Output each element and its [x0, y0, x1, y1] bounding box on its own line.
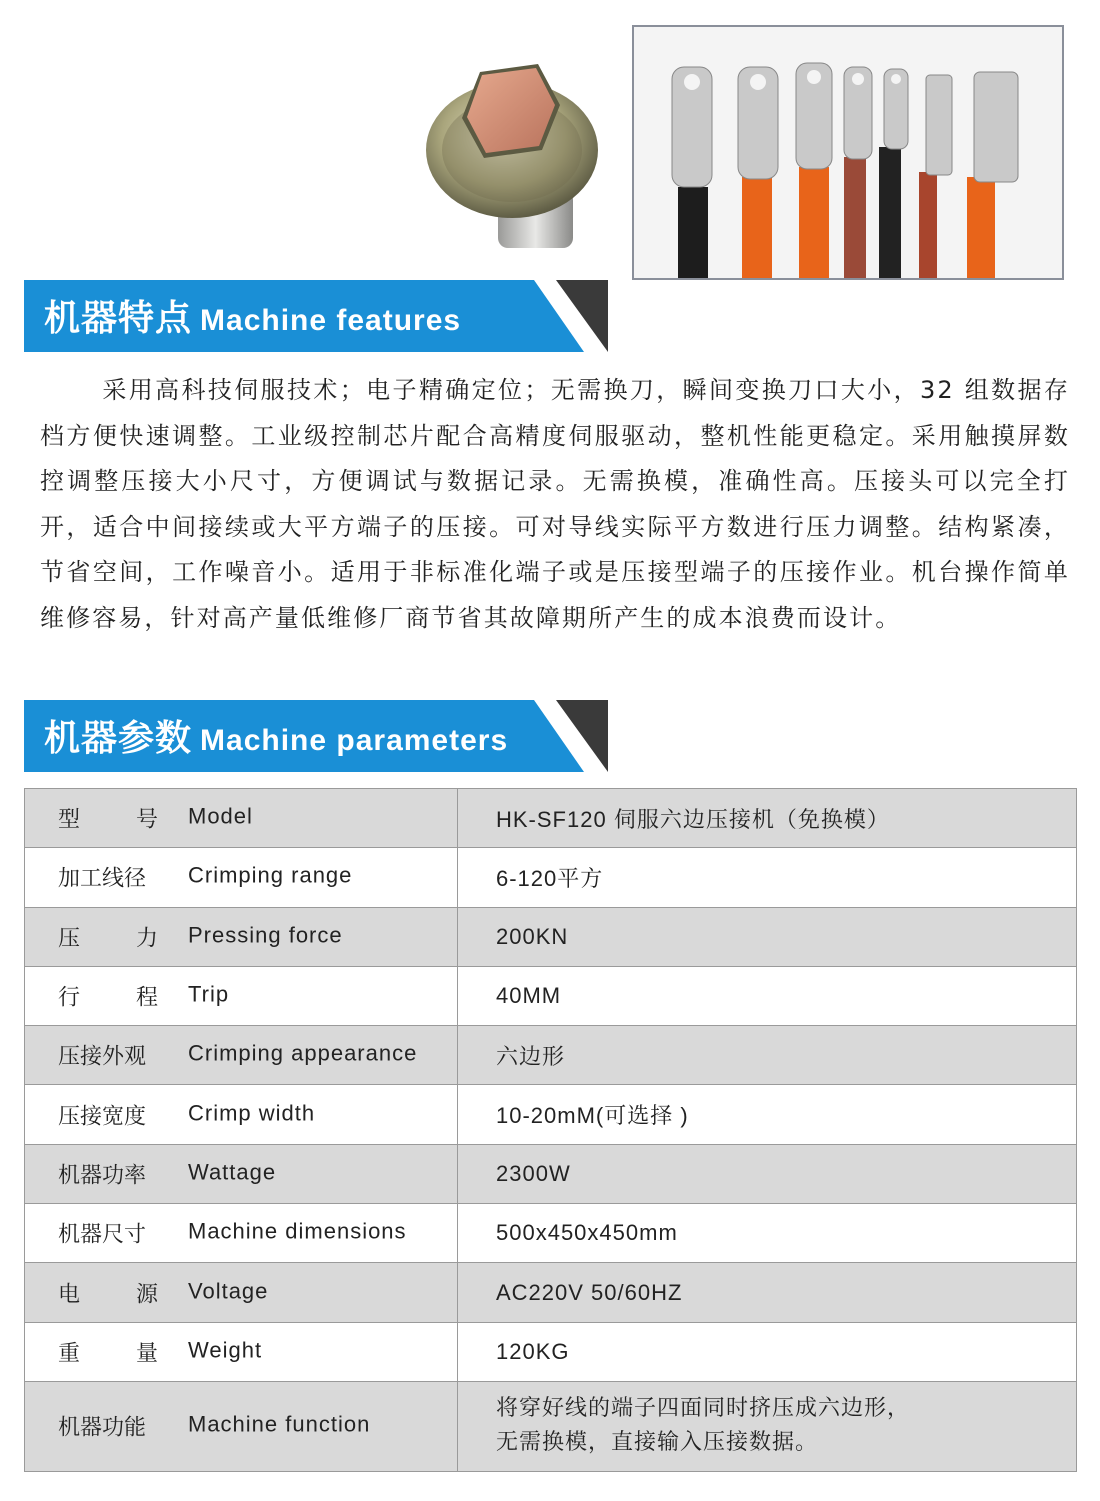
param-label-cell — [25, 1322, 458, 1381]
param-value: 120KG — [458, 1322, 1077, 1381]
param-value: HK-SF120 伺服六边压接机（免换模） — [458, 789, 1077, 848]
table-row-voltage — [25, 1263, 1077, 1322]
features-paragraph: 采用高科技伺服技术；电子精确定位；无需换刀，瞬间变换刀口大小，32 组数据存档方便快速调整。工业级控制芯片配合高精度伺服驱动，整机性能更稳定。采用触摸屏数控调整压接大小尺寸，方便调试与数据记录。无需换模，准确性高。压接头可以完全打开，适合中间接续或大平方端子的压接。可对导线实际平方数进行压力调整。结构紧凑，节省空间，工作噪音小。适用于非标准化端子或是压接型端子的压接作业。机台操作简单维修容易，针对高产量低维修厂商节省其故障期所产生的成本浪费而设计。 — [40, 376, 1070, 632]
param-cn-label: 重 量 — [58, 1341, 158, 1367]
param-en-label: Wattage — [188, 1159, 277, 1185]
table-row-pressing-force — [25, 907, 1077, 966]
param-en-label: Crimp width — [188, 1100, 316, 1126]
table-row-crimp-width — [25, 1085, 1077, 1144]
param-value: 10-20mM(可选择 ) — [458, 1085, 1077, 1144]
param-cn-label: 行 程 — [58, 985, 158, 1011]
params-title-en: Machine parameters — [200, 724, 509, 757]
table-row-weight — [25, 1322, 1077, 1381]
param-value: 6-120平方 — [458, 848, 1077, 907]
param-en-label: Machine dimensions — [188, 1218, 407, 1244]
param-cn-label: 压 力 — [58, 926, 158, 952]
params-section-header — [24, 700, 614, 774]
param-value: 40MM — [458, 966, 1077, 1025]
features-title — [44, 290, 461, 341]
param-label-cell — [25, 1144, 458, 1203]
table-row-crimping-appearance — [25, 1026, 1077, 1085]
params-title — [44, 710, 508, 761]
param-cn-label: 型 号 — [58, 807, 158, 833]
param-en-label: Model — [188, 803, 253, 829]
params-title-cn: 机器参数 — [44, 718, 193, 759]
function-line-2: 无需换模，直接输入压接数据。 — [496, 1430, 819, 1456]
features-title-cn: 机器特点 — [44, 298, 193, 339]
param-cn-label: 电 源 — [58, 1282, 158, 1308]
param-cn-label: 压接外观 — [58, 1044, 147, 1070]
param-cn-label: 机器尺寸 — [58, 1222, 147, 1248]
param-value: AC220V 50/60HZ — [458, 1263, 1077, 1322]
features-description — [40, 368, 1070, 641]
param-en-label: Pressing force — [188, 922, 343, 948]
param-cn-label: 机器功能 — [58, 1415, 147, 1441]
table-row-trip — [25, 966, 1077, 1025]
terminal-cables-photo — [632, 25, 1064, 280]
param-label-cell — [25, 907, 458, 966]
features-section-header — [24, 280, 614, 354]
crimping-die-photo — [420, 50, 605, 260]
param-label-cell — [25, 1026, 458, 1085]
param-label-cell — [25, 1381, 458, 1471]
param-value: 500x450x450mm — [458, 1204, 1077, 1263]
param-en-label: Machine function — [188, 1412, 371, 1438]
param-label-cell — [25, 789, 458, 848]
param-value — [458, 1381, 1077, 1471]
param-label-cell — [25, 1085, 458, 1144]
param-en-label: Voltage — [188, 1278, 269, 1304]
function-line-1: 将穿好线的端子四面同时挤压成六边形， — [496, 1396, 911, 1422]
param-label-cell — [25, 848, 458, 907]
param-en-label: Crimping range — [188, 863, 353, 889]
table-row-dimensions — [25, 1204, 1077, 1263]
param-cn-label: 加工线径 — [58, 866, 147, 892]
features-title-en: Machine features — [200, 304, 462, 337]
param-cn-label: 压接宽度 — [58, 1104, 147, 1130]
param-value: 六边形 — [458, 1026, 1077, 1085]
table-row-model — [25, 789, 1077, 848]
param-cn-label: 机器功率 — [58, 1163, 147, 1189]
param-label-cell — [25, 966, 458, 1025]
param-en-label: Weight — [188, 1337, 263, 1363]
param-en-label: Trip — [188, 981, 230, 1007]
param-label-cell — [25, 1263, 458, 1322]
table-row-crimping-range — [25, 848, 1077, 907]
param-en-label: Crimping appearance — [188, 1041, 418, 1067]
params-table — [24, 788, 1077, 1472]
param-label-cell — [25, 1204, 458, 1263]
table-row-function — [25, 1381, 1077, 1471]
param-value: 200KN — [458, 907, 1077, 966]
table-row-wattage — [25, 1144, 1077, 1203]
param-value: 2300W — [458, 1144, 1077, 1203]
